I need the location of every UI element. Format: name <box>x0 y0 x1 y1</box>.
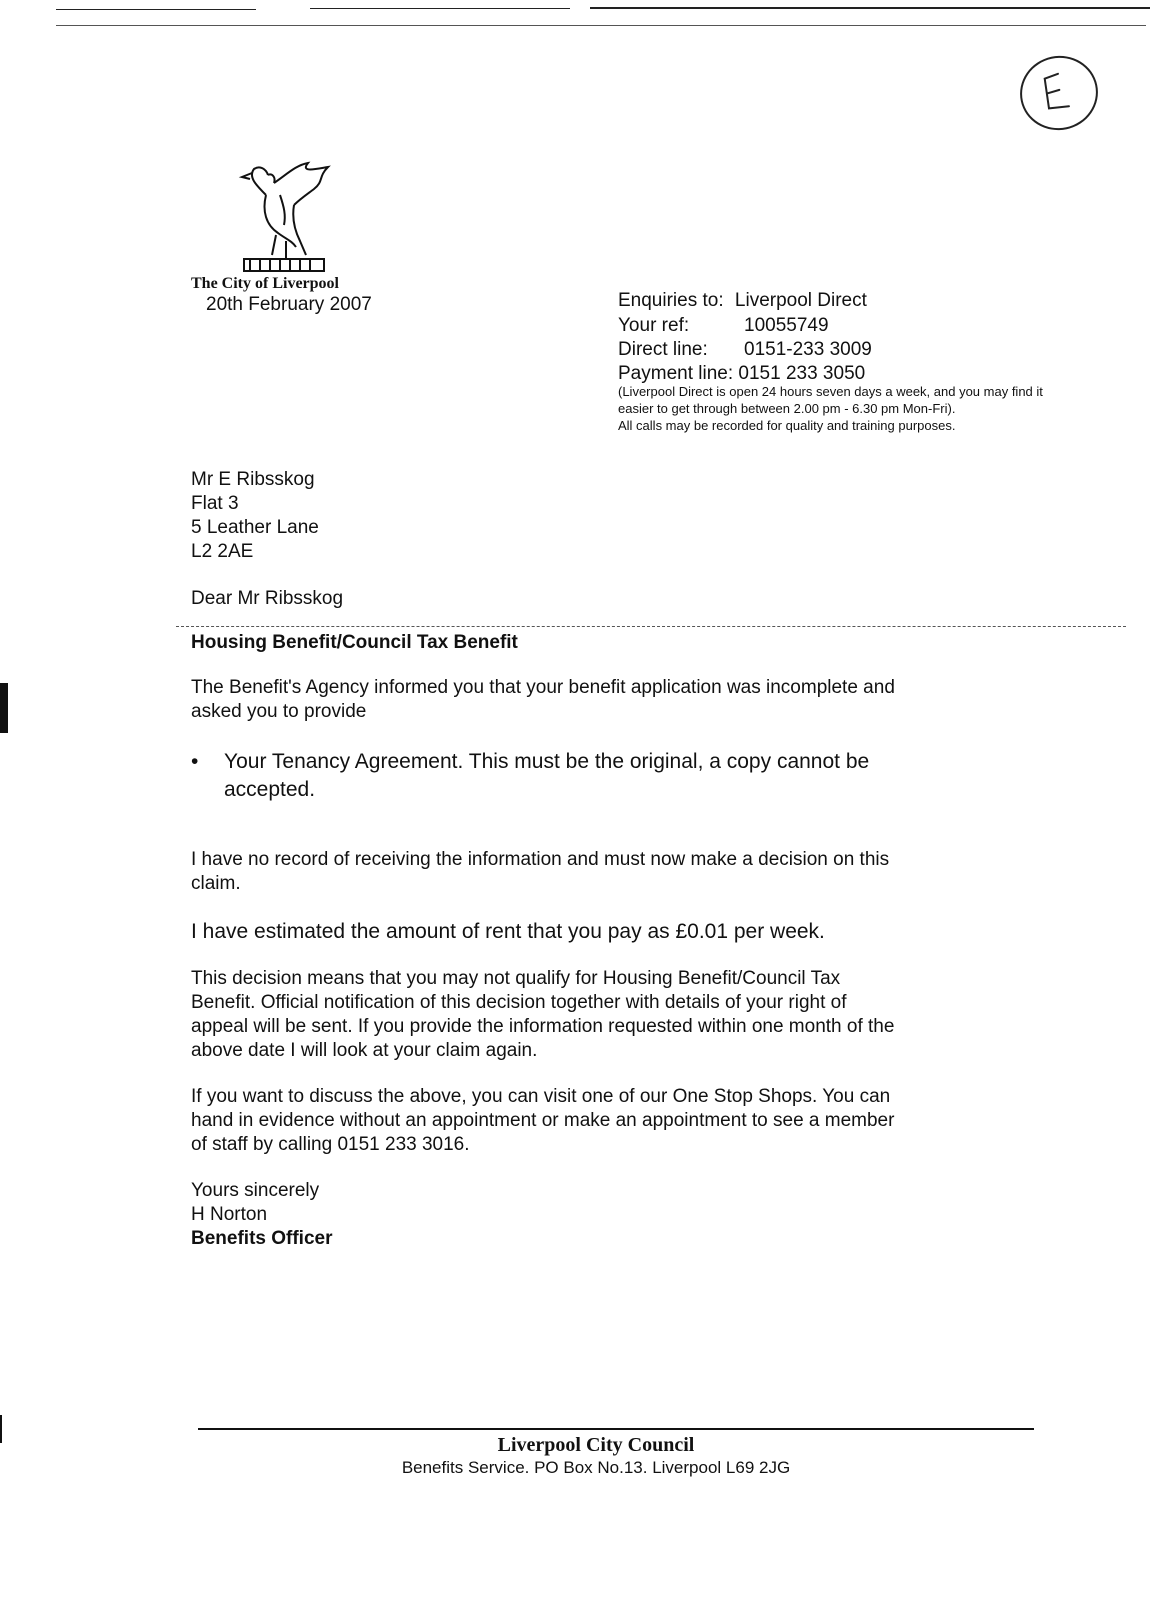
enquiries-block <box>618 289 1138 434</box>
paragraph-line: The Benefit's Agency informed you that your benefit application was incomplete and <box>191 677 895 698</box>
closing-block <box>191 1179 332 1251</box>
scan-artifact-line <box>310 8 570 9</box>
city-name: The City of Liverpool <box>191 275 339 292</box>
signatory-name: H Norton <box>191 1204 268 1225</box>
scan-artifact-line <box>56 9 256 10</box>
liver-bird-crest-icon <box>236 155 340 275</box>
direct-line-label: Direct line: <box>618 339 708 360</box>
enquiries-note-line: All calls may be recorded for quality and training purposes. <box>618 418 956 433</box>
handwritten-letter-e-icon <box>1013 50 1100 134</box>
footer-organisation: Liverpool City Council <box>497 1434 695 1456</box>
paragraph-line: Benefit. Official notification of this decision together with details of your right of <box>191 992 847 1013</box>
payment-line-value: 0151 233 3050 <box>738 363 866 384</box>
address-line: 5 Leather Lane <box>191 517 319 538</box>
subject-heading: Housing Benefit/Council Tax Benefit <box>191 632 518 653</box>
scan-artifact-mark <box>0 683 8 733</box>
payment-line-label: Payment line: <box>618 363 734 384</box>
footer-address: Benefits Service. PO Box No.13. Liverpool L69 2JG <box>401 1458 791 1477</box>
signatory-title: Benefits Officer <box>191 1228 333 1249</box>
paragraph-line: above date I will look at your claim again. <box>191 1040 538 1061</box>
paragraph-line: If you want to discuss the above, you can visit one of our One Stop Shops. You can <box>191 1086 891 1107</box>
paragraph-intro <box>191 676 1091 724</box>
paragraph-line: of staff by calling 0151 233 3016. <box>191 1134 470 1155</box>
paragraph-line: claim. <box>191 873 241 894</box>
paragraph-line: hand in evidence without an appointment or make an appointment to see a member <box>191 1110 895 1131</box>
paragraph-line: I have no record of receiving the information and must now make a decision on this <box>191 849 890 870</box>
bullet-line: accepted. <box>224 778 316 801</box>
ref-label: Your ref: <box>618 315 690 336</box>
handwritten-circled-letter <box>1013 49 1105 138</box>
enquiries-label: Enquiries to: <box>618 290 724 311</box>
enquiries-note-line: (Liverpool Direct is open 24 hours seven days a week, and you may find it <box>618 384 1043 399</box>
paragraph-rent-estimate: I have estimated the amount of rent that you pay as £0.01 per week. <box>191 920 825 943</box>
enquiries-note-line: easier to get through between 2.00 pm - 6.30 pm Mon-Fri). <box>618 401 956 416</box>
enquiries-value: Liverpool Direct <box>734 290 867 311</box>
letter-date: 20th February 2007 <box>206 294 372 315</box>
bullet-dot-icon: • <box>191 750 199 773</box>
sign-off: Yours sincerely <box>191 1180 320 1201</box>
address-line: L2 2AE <box>191 541 254 562</box>
bullet-item <box>191 748 1091 804</box>
footer-divider <box>198 1428 1034 1430</box>
address-line: Mr E Ribsskog <box>191 469 315 490</box>
paragraph-no-record <box>191 848 1091 896</box>
paragraph-decision <box>191 967 1091 1063</box>
paragraph-line: This decision means that you may not qualify for Housing Benefit/Council Tax <box>191 968 841 989</box>
enquiries-note <box>618 383 1138 434</box>
scan-artifact-line <box>590 7 1150 9</box>
paragraph-line: appeal will be sent. If you provide the information requested within one month of the <box>191 1016 895 1037</box>
salutation: Dear Mr Ribsskog <box>191 588 344 609</box>
direct-line-value: 0151-233 3009 <box>744 339 872 360</box>
paragraph-line: asked you to provide <box>191 701 367 722</box>
scan-artifact-dashed-line <box>176 626 1126 627</box>
address-line: Flat 3 <box>191 493 239 514</box>
bullet-line: Your Tenancy Agreement. This must be the original, a copy cannot be <box>224 750 870 773</box>
scan-artifact-mark <box>0 1415 2 1443</box>
ref-value: 10055749 <box>744 315 829 336</box>
recipient-address <box>191 468 319 564</box>
scan-artifact-line <box>56 25 1146 26</box>
paragraph-contact <box>191 1085 1091 1157</box>
